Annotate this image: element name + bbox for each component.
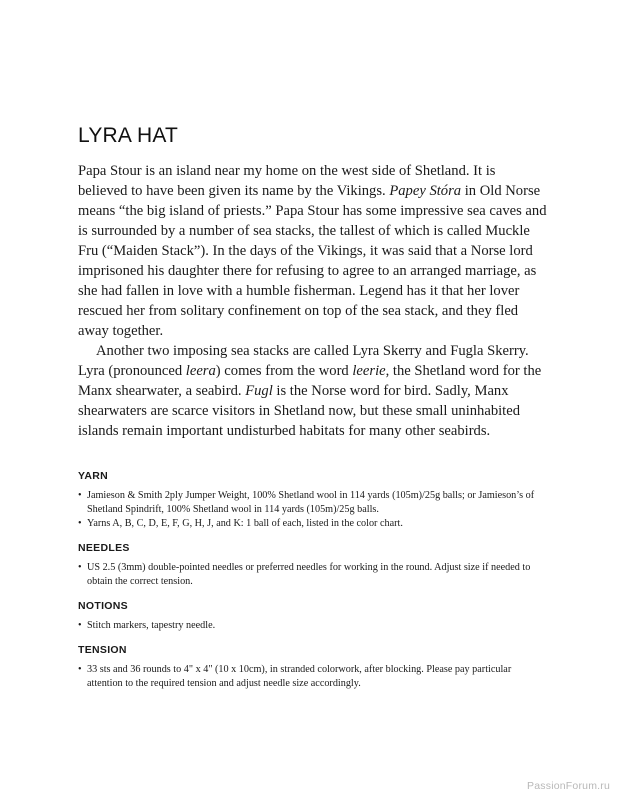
notions-heading: NOTIONS: [78, 600, 128, 612]
needles-heading: NEEDLES: [78, 542, 130, 554]
intro-text: [78, 161, 548, 441]
bullet-icon: •: [78, 490, 82, 501]
text-run: is the Norse word for bird. Sadly, Manx shearwaters are scarce visitors in Shetland now, but these small uninhabited islands remain important undisturbed habitats for many other seabirds.: [78, 383, 521, 439]
intro-paragraph-1: [78, 161, 548, 341]
intro-paragraph-2: [78, 341, 548, 441]
list-item-text: US 2.5 (3mm) double-pointed needles or preferred needles for working in the round. Adjust size if needed to obtain the correct tension.: [87, 562, 531, 587]
italic-term-fugl: Fugl: [245, 383, 273, 399]
list-item: [78, 619, 548, 633]
text-run: , the Shetland word for the Manx shearwater, a seabird.: [78, 363, 542, 399]
italic-term-leera: leera: [185, 363, 216, 379]
list-item-text: 33 sts and 36 rounds to 4" x 4" (10 x 10cm), in stranded colorwork, after blocking. Please pay particular attention to the required tension and adjust needle size accordingly.: [87, 664, 512, 689]
tension-heading: TENSION: [78, 644, 127, 656]
notions-list: [78, 619, 548, 633]
bullet-icon: •: [78, 518, 82, 529]
list-item-text: Yarns A, B, C, D, E, F, G, H, J, and K: 1 ball of each, listed in the color chart.: [87, 518, 403, 529]
notions-section: [78, 599, 548, 633]
text-run: Papa Stour is an island near my home on the west side of Shetland. It is believed to have been given its name by the Vikings.: [78, 163, 496, 199]
tension-section: [78, 643, 548, 691]
watermark: PassionForum.ru: [527, 780, 610, 792]
list-item: [78, 561, 548, 589]
bullet-icon: •: [78, 562, 82, 573]
list-item: [78, 489, 548, 517]
text-run: in Old Norse means “the big island of priests.” Papa Stour has some impressive sea caves and is surrounded by a number of sea stacks, the tallest of which is called Muckle Fru (“Maiden Stack”). In the days of the Vikings, it was said that a Norse lord imprisoned his daughter there for refusing to agree to an arranged marriage, as she had fallen in love with a humble fisherman. Legend has it that her lover rescued her from solitary confinement on top of the sea stack, and they fled away together.: [78, 183, 547, 339]
yarn-heading: YARN: [78, 470, 108, 482]
tension-list: [78, 663, 548, 691]
italic-term-papey-stora: Papey Stóra: [389, 183, 462, 199]
page-title: LYRA HAT: [78, 124, 179, 147]
needles-list: [78, 561, 548, 589]
text-run: ) comes from the word: [215, 363, 353, 379]
yarn-list: [78, 489, 548, 531]
bullet-icon: •: [78, 620, 82, 631]
list-item: [78, 663, 548, 691]
list-item: [78, 517, 548, 531]
list-item-text: Stitch markers, tapestry needle.: [87, 620, 216, 631]
pattern-details: [78, 469, 548, 701]
needles-section: [78, 541, 548, 589]
yarn-section: [78, 469, 548, 531]
bullet-icon: •: [78, 664, 82, 675]
list-item-text: Jamieson & Smith 2ply Jumper Weight, 100% Shetland wool in 114 yards (105m)/25g balls; or Jamieson’s of Shetland Spindrift, 100% Shetland wool in 114 yards (105m)/25g balls.: [87, 490, 535, 515]
text-run: Another two imposing sea stacks are called Lyra Skerry and Fugla Skerry. Lyra (pronounced: [78, 343, 529, 379]
italic-term-leerie: leerie: [352, 363, 386, 379]
